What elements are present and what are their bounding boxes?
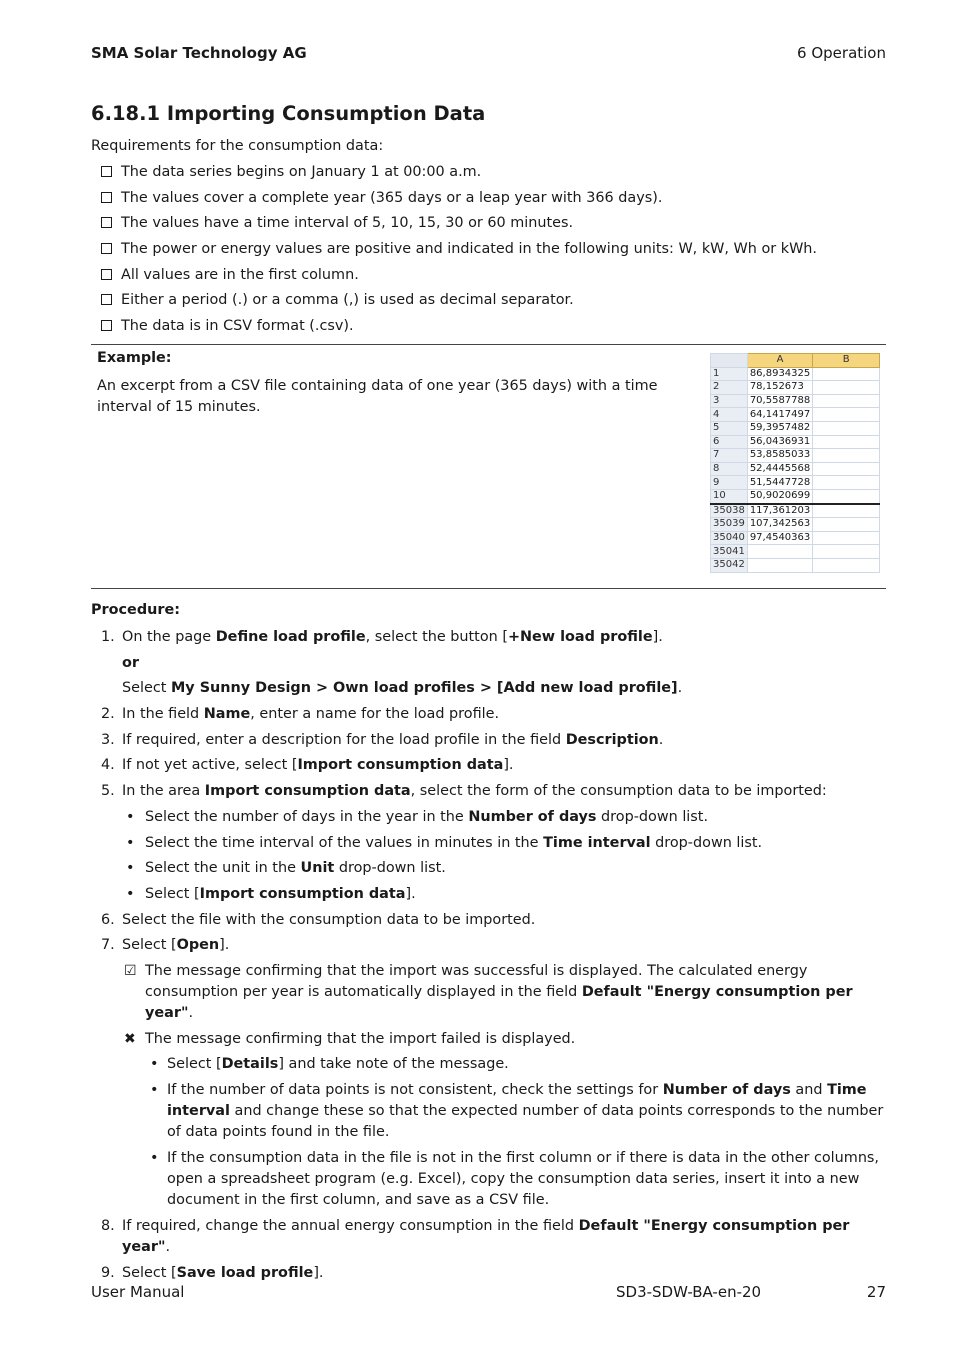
bullet-icon: •	[126, 834, 135, 851]
spreadsheet-excerpt	[710, 353, 880, 581]
result-failure: ✖ The message confirming that the import failed is displayed.	[91, 1029, 886, 1050]
cell-value: 52,4445568	[747, 462, 812, 476]
row-number: 6	[711, 435, 748, 449]
section-title: 6.18.1 Importing Consumption Data	[91, 102, 486, 125]
cell-empty	[813, 408, 880, 422]
spreadsheet-row	[711, 421, 880, 435]
bullet-icon: •	[126, 808, 135, 825]
row-number: 1	[711, 367, 748, 381]
procedure-or: or	[122, 654, 139, 671]
cell-empty	[813, 394, 880, 408]
cell-empty	[813, 449, 880, 463]
cell-empty	[813, 435, 880, 449]
bullet-icon: •	[126, 860, 135, 877]
row-number: 35038	[711, 504, 748, 518]
checked-box-icon: ☑	[124, 962, 137, 979]
cell-empty	[813, 504, 880, 518]
cell-empty	[813, 518, 880, 532]
cell-empty	[813, 545, 880, 559]
row-number: 8	[711, 462, 748, 476]
bullet-item: • Select the number of days in the year in the Number of days drop-down list.	[91, 807, 886, 828]
procedure-step-7: 7. Select [Open].	[101, 937, 230, 954]
spreadsheet-row	[711, 408, 880, 422]
footer-manual-label: User Manual	[91, 1283, 185, 1301]
cell-empty	[813, 558, 880, 572]
bullet-icon: •	[150, 1150, 159, 1167]
row-number: 7	[711, 449, 748, 463]
bullet-item: • If the consumption data in the file is not in the first column or if there is data in the other columns, open a spreadsheet program (e.g. Excel), copy the consumption data series, insert it into a new document in the first column, and save as a CSV file.	[91, 1148, 886, 1211]
spreadsheet-row	[711, 489, 880, 503]
cell-empty	[813, 421, 880, 435]
spreadsheet-row	[711, 545, 880, 559]
cell-value: 50,9020699	[747, 489, 812, 503]
cell-empty	[813, 462, 880, 476]
footer-doc-id: SD3-SDW-BA-en-20	[616, 1283, 762, 1301]
procedure-step-6: 6. Select the file with the consumption data to be imported.	[101, 911, 536, 928]
row-number: 3	[711, 394, 748, 408]
cell-value: 78,152673	[747, 381, 812, 395]
spreadsheet-row	[711, 504, 880, 518]
spreadsheet-row	[711, 476, 880, 490]
row-number: 2	[711, 381, 748, 395]
procedure-step-4: 4. If not yet active, select [Import consumption data].	[101, 757, 514, 774]
requirements-lead: Requirements for the consumption data:	[91, 138, 384, 154]
cell-empty	[813, 367, 880, 381]
spreadsheet-row	[711, 518, 880, 532]
cell-value: 51,5447728	[747, 476, 812, 490]
chapter-label: 6 Operation	[797, 44, 886, 62]
row-number: 4	[711, 408, 748, 422]
checkbox-icon	[101, 217, 112, 228]
cell-empty	[813, 381, 880, 395]
spreadsheet-row	[711, 558, 880, 572]
cell-value	[747, 545, 812, 559]
row-number: 10	[711, 489, 748, 503]
procedure-step-8: 8. If required, change the annual energy consumption in the field Default "Energy consumption per year".	[101, 1218, 850, 1256]
checkbox-icon	[101, 269, 112, 280]
spreadsheet-row	[711, 435, 880, 449]
requirement-item: Either a period (.) or a comma (,) is used as decimal separator.	[91, 290, 886, 311]
column-header-a: A	[747, 354, 812, 368]
page-header	[91, 44, 886, 62]
requirement-item: The values have a time interval of 5, 10, 15, 30 or 60 minutes.	[91, 213, 886, 234]
example-title: Example:	[97, 350, 172, 366]
spreadsheet-row	[711, 449, 880, 463]
checkbox-icon	[101, 243, 112, 254]
requirement-item: The values cover a complete year (365 days or a leap year with 366 days).	[91, 188, 886, 209]
example-box	[91, 344, 886, 589]
spreadsheet-row	[711, 531, 880, 545]
spreadsheet-table	[710, 353, 880, 573]
bullet-item: • Select [Import consumption data].	[91, 884, 886, 905]
requirement-item: All values are in the first column.	[91, 265, 886, 286]
procedure-title: Procedure:	[91, 602, 180, 618]
row-number: 5	[711, 421, 748, 435]
procedure-step-3: 3. If required, enter a description for the load profile in the field Description.	[101, 731, 664, 748]
cell-value: 107,342563	[747, 518, 812, 532]
spreadsheet-header-row	[711, 354, 880, 368]
bullet-icon: •	[150, 1056, 159, 1073]
spreadsheet-row	[711, 462, 880, 476]
cell-empty	[813, 476, 880, 490]
bullet-icon: •	[126, 885, 135, 902]
bullet-item: • If the number of data points is not consistent, check the settings for Number of days and Time interval and change these so that the expected number of data points corresponds to the number of data points found in the file.	[91, 1080, 886, 1143]
result-success: ☑ The message confirming that the import was successful is displayed. The calculated energy consumption per year is automatically displayed in the field Default "Energy consumption per year".	[91, 961, 886, 1024]
requirement-item: The data series begins on January 1 at 00:00 a.m.	[91, 162, 886, 183]
cell-value: 53,8585033	[747, 449, 812, 463]
procedure-step-9: 9. Select [Save load profile].	[101, 1265, 324, 1281]
spreadsheet-corner	[711, 354, 748, 368]
cell-value: 56,0436931	[747, 435, 812, 449]
cell-value	[747, 558, 812, 572]
row-number: 35039	[711, 518, 748, 532]
cross-icon: ✖	[124, 1030, 136, 1047]
procedure-step-1-alt: Select My Sunny Design > Own load profiles > [Add new load profile].	[122, 680, 683, 697]
procedure-step-1: 1. On the page Define load profile, select the button [+New load profile].	[101, 629, 663, 645]
requirement-item: The data is in CSV format (.csv).	[91, 316, 886, 337]
spreadsheet-row	[711, 367, 880, 381]
bullet-item: • Select the unit in the Unit drop-down list.	[91, 858, 886, 879]
spreadsheet-row	[711, 381, 880, 395]
procedure-block	[91, 600, 886, 1289]
cell-empty	[813, 489, 880, 503]
bullet-icon: •	[150, 1082, 159, 1099]
spreadsheet-row	[711, 394, 880, 408]
checkbox-icon	[101, 192, 112, 203]
row-number: 35040	[711, 531, 748, 545]
requirements-block	[91, 136, 886, 342]
cell-value: 64,1417497	[747, 408, 812, 422]
bullet-item: • Select [Details] and take note of the message.	[91, 1054, 886, 1075]
procedure-step-5: 5. In the area Import consumption data, select the form of the consumption data to be imported:	[101, 783, 827, 800]
bullet-item: • Select the time interval of the values in minutes in the Time interval drop-down list.	[91, 833, 886, 854]
procedure-step-2: 2. In the field Name, enter a name for the load profile.	[101, 706, 500, 723]
checkbox-icon	[101, 166, 112, 177]
company-name: SMA Solar Technology AG	[91, 44, 307, 62]
cell-value: 97,4540363	[747, 531, 812, 545]
example-description: An excerpt from a CSV file containing data of one year (365 days) with a time interval of 15 minutes.	[97, 378, 658, 415]
cell-value: 70,5587788	[747, 394, 812, 408]
requirement-item: The power or energy values are positive and indicated in the following units: W, kW, Wh or kWh.	[91, 239, 886, 260]
checkbox-icon	[101, 320, 112, 331]
cell-value: 117,361203	[747, 504, 812, 518]
page-number: 27	[866, 1283, 886, 1301]
row-number: 35041	[711, 545, 748, 559]
row-number: 9	[711, 476, 748, 490]
cell-value: 86,8934325	[747, 367, 812, 381]
row-number: 35042	[711, 558, 748, 572]
checkbox-icon	[101, 294, 112, 305]
cell-value: 59,3957482	[747, 421, 812, 435]
column-header-b: B	[813, 354, 880, 368]
cell-empty	[813, 531, 880, 545]
